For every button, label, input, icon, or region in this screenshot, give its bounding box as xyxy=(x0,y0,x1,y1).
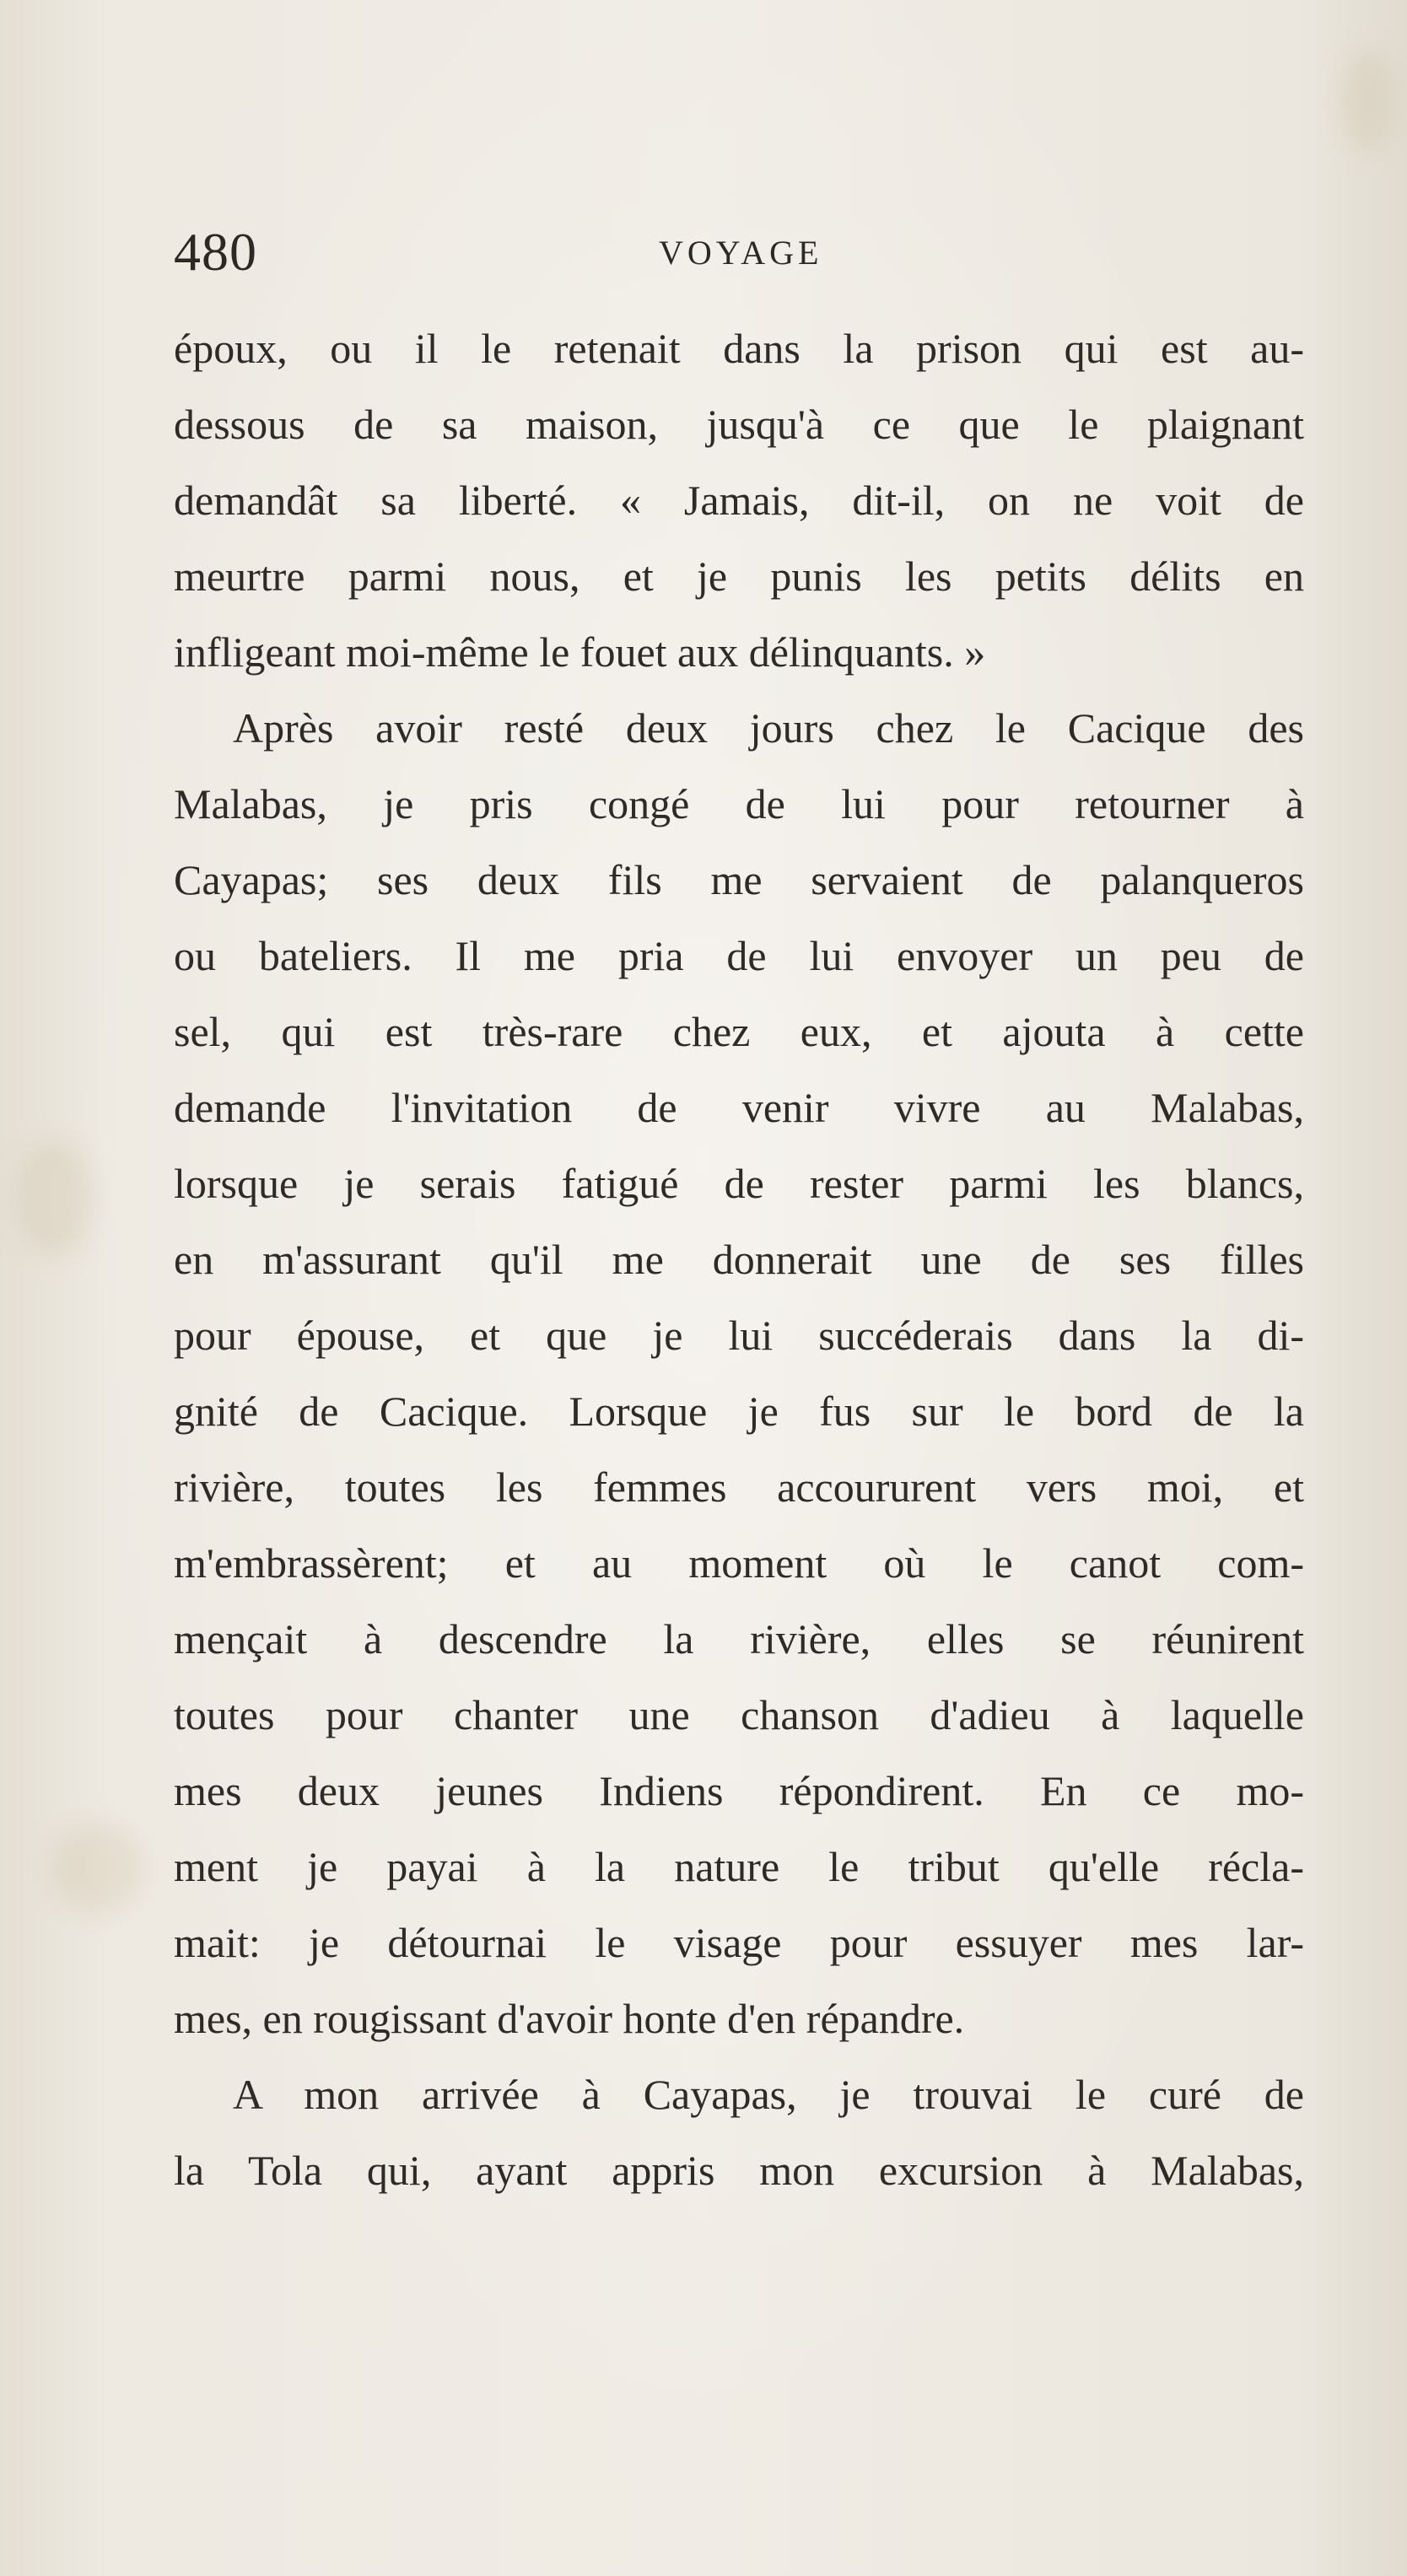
text-line: la Tola qui, ayant appris mon excursion à Malabas, xyxy=(174,2147,1304,2194)
text-line: ou bateliers. Il me pria de lui envoyer un peu de xyxy=(174,932,1304,979)
text-line: mes deux jeunes Indiens répondirent. En ce mo- xyxy=(174,1767,1304,1814)
text-line: époux, ou il le retenait dans la prison qui est au- xyxy=(174,325,1304,372)
text-line: pour épouse, et que je lui succéderais dans la di- xyxy=(174,1312,1304,1359)
text-line: infligeant moi-même le fouet aux délinquants. » xyxy=(174,628,986,676)
paragraph-2 xyxy=(174,690,1304,2056)
paper-stain xyxy=(17,1139,93,1257)
text-line: mes, en rougissant d'avoir honte d'en répandre. xyxy=(174,1995,965,2042)
paragraph-1 xyxy=(174,310,1304,690)
text-line: mait: je détournai le visage pour essuyer mes lar- xyxy=(174,1919,1304,1966)
text-line: ment je payai à la nature le tribut qu'elle récla- xyxy=(174,1843,1304,1890)
text-line: toutes pour chanter une chanson d'adieu à laquelle xyxy=(174,1691,1304,1738)
page-number: 480 xyxy=(174,222,257,282)
text-line: A mon arrivée à Cayapas, je trouvai le curé de xyxy=(233,2071,1304,2118)
text-line: mençait à descendre la rivière, elles se réunirent xyxy=(174,1615,1304,1663)
text-line: Après avoir resté deux jours chez le Cacique des xyxy=(233,704,1304,752)
body-text xyxy=(174,310,1304,2208)
paper-stain xyxy=(51,1822,143,1915)
running-head xyxy=(174,221,1304,297)
text-line: demandât sa liberté. « Jamais, dit-il, on ne voit de xyxy=(174,477,1304,524)
text-line: en m'assurant qu'il me donnerait une de ses filles xyxy=(174,1236,1304,1283)
text-line: gnité de Cacique. Lorsque je fus sur le bord de la xyxy=(174,1388,1304,1435)
text-line: demande l'invitation de venir vivre au Malabas, xyxy=(174,1084,1304,1131)
paper-stain xyxy=(1341,51,1392,152)
text-line: rivière, toutes les femmes accoururent vers moi, et xyxy=(174,1463,1304,1511)
text-line: m'embrassèrent; et au moment où le canot com- xyxy=(174,1539,1304,1587)
text-line: lorsque je serais fatigué de rester parmi les blancs, xyxy=(174,1160,1304,1207)
text-line: meurtre parmi nous, et je punis les petits délits en xyxy=(174,552,1304,600)
paragraph-3 xyxy=(174,2056,1304,2208)
text-line: Malabas, je pris congé de lui pour retourner à xyxy=(174,780,1304,827)
text-line: sel, qui est très-rare chez eux, et ajouta à cette xyxy=(174,1008,1304,1055)
text-line: dessous de sa maison, jusqu'à ce que le plaignant xyxy=(174,401,1304,448)
running-title: VOYAGE xyxy=(659,234,823,272)
text-line: Cayapas; ses deux fils me servaient de palanqueros xyxy=(174,856,1304,903)
